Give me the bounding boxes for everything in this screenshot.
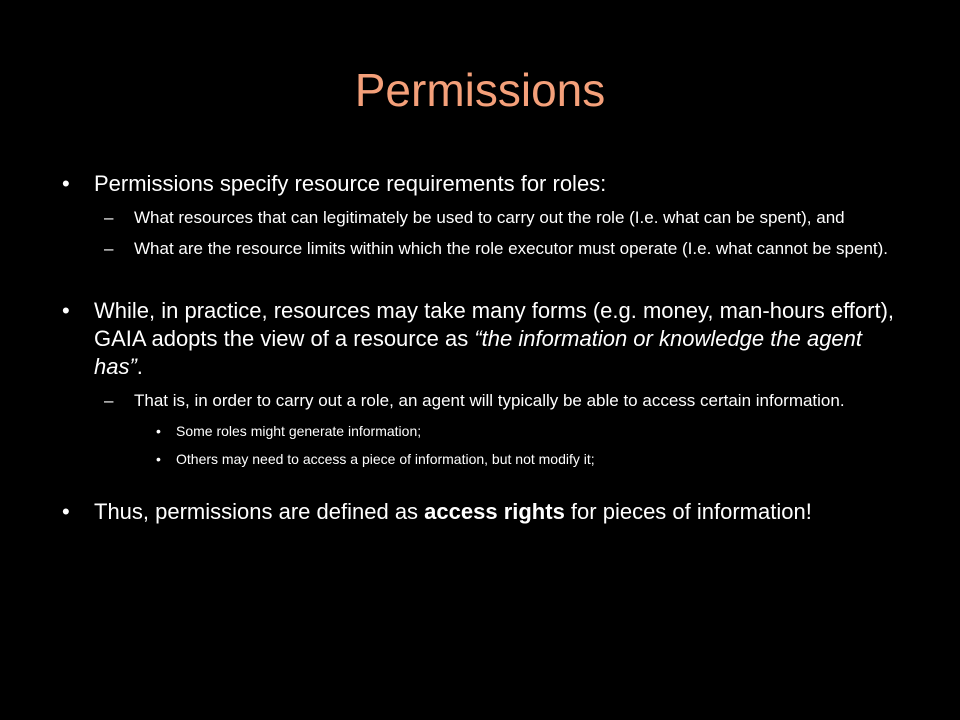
bullet-resources-forms [62,297,912,381]
dash-marker: – [104,208,114,227]
bullet-access-rights [62,498,912,526]
bullet-marker: • [62,171,70,196]
sub-bullet-resource-limits [62,238,912,260]
dash-marker: – [104,391,114,410]
bullet-text-end: for pieces of information! [564,499,812,524]
bullet-marker: • [62,499,70,524]
sub-bullet-text: That is, in order to carry out a role, an agent will typically be able to access certain information. [134,391,845,410]
sub-sub-bullet-text: Some roles might generate information; [176,423,422,439]
bullet-permissions-specify [62,170,912,198]
sub-bullet-what-resources [62,207,912,229]
slide-body [62,170,912,526]
bullet-text-start: While, in practice, resources may take many forms (e.g. money, man-hours effort), GAIA adopts the view of a resource as [94,298,895,351]
bullet-marker: • [62,298,70,323]
sub-sub-bullet-text: Others may need to access a piece of information, but not modify it; [176,451,595,467]
sub-bullet-text: What are the resource limits within which the role executor must operate (I.e. what cannot be spent). [134,239,889,258]
bullet-text-start: Thus, permissions are defined as [94,499,425,524]
bullet-marker: • [156,451,161,467]
bullet-marker: • [156,423,161,439]
slide-title: Permissions [354,64,606,116]
sub-bullet-text: What resources that can legitimately be used to carry out the role (I.e. what can be spent), and [134,208,845,227]
sub-sub-bullet-generate [62,422,912,440]
bullet-text: Permissions specify resource requirements for roles: [94,171,607,196]
bullet-text-end: . [136,354,143,379]
dash-marker: – [104,239,114,258]
bullet-quote: “the information or knowledge the agent has” [94,326,863,379]
sub-sub-bullet-access [62,450,912,468]
bullet-bold-term: access rights [424,499,565,524]
sub-bullet-that-is [62,390,912,412]
